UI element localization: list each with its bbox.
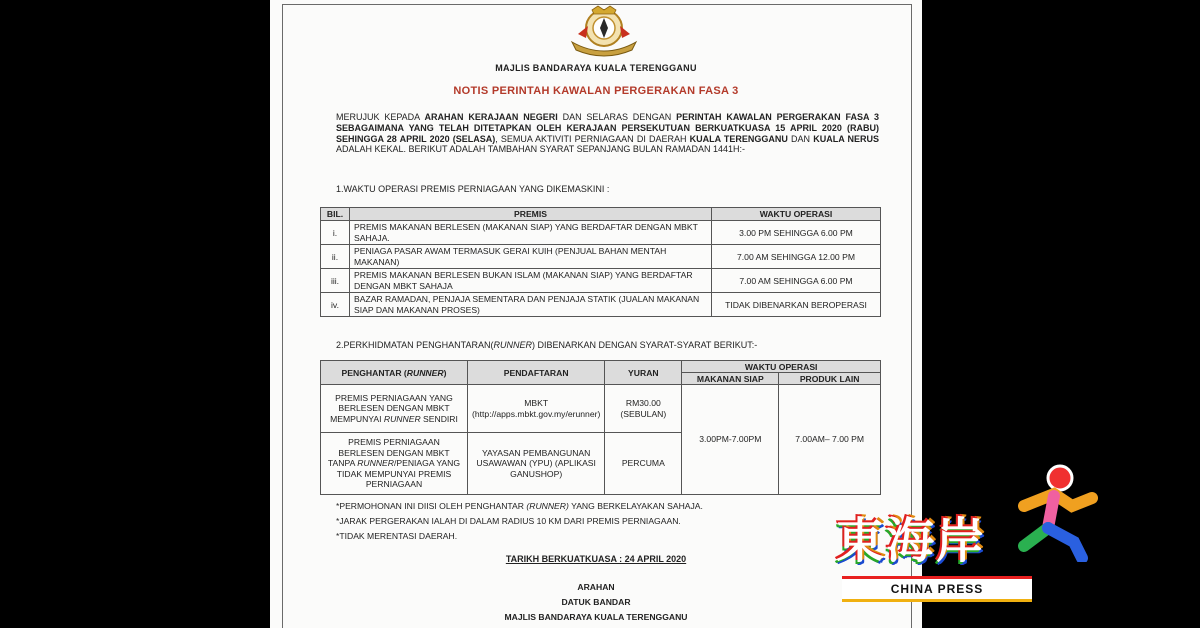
intro-bold: PERINTAH KAWALAN PERGERAKAN FASA 3 SEBAGAIMANA YANG TELAH DITETAPKAN OLEH KERAJAAN PERSEKUTUAN BERKUATKUASA 15 APRIL 2020 (RABU) SEHINGGA 28 APRIL 2020 (SELASA) [336, 112, 880, 144]
intro-paragraph [336, 112, 879, 155]
note-item: *JARAK PERGERAKAN IALAH DI DALAM RADIUS 10 KM DARI PREMIS PERNIAGAAN. [336, 516, 681, 526]
row-penghantar [321, 433, 468, 495]
note-item: *TIDAK MERENTASI DAERAH. [336, 531, 458, 541]
note-text: YANG BERKELAYAKAN SAHAJA. [568, 501, 703, 511]
logo-english-text: CHINA PRESS [842, 576, 1032, 602]
col-header-penghantar [321, 361, 468, 385]
intro-bold: KUALA TERENGGANU [689, 133, 788, 144]
col-header-waktu: WAKTU OPERASI [712, 208, 881, 221]
section1-heading: 1.WAKTU OPERASI PREMIS PERNIAGAAN YANG DIKEMASKINI : [336, 184, 610, 194]
col-header-yuran: YURAN [605, 361, 682, 385]
header-text: ) [443, 367, 447, 378]
heading-text: ) DIBENARKAN DENGAN SYARAT-SYARAT BERIKUT:- [532, 340, 758, 350]
row-waktu: TIDAK DIBENARKAN BEROPERASI [712, 293, 881, 317]
table-row [321, 245, 881, 269]
row-no: ii. [321, 245, 350, 269]
intro-bold: KUALA NERUS [813, 133, 880, 144]
heading-text: 2.PERKHIDMATAN PENGHANTARAN( [336, 340, 494, 350]
logo-chinese-text: 東海岸 [836, 513, 987, 569]
runner-table [320, 360, 881, 495]
signature-block [270, 580, 922, 625]
cell-text: SENDIRI [420, 413, 458, 424]
row-waktu: 7.00 AM SEHINGGA 12.00 PM [712, 245, 881, 269]
row-no: iii. [321, 269, 350, 293]
china-press-logo [836, 462, 1098, 610]
header-text: PENGHANTAR ( [341, 367, 407, 378]
notes-list [336, 499, 703, 544]
intro-bold: ARAHAN KERAJAAN NEGERI [424, 112, 558, 122]
col-header-produk-lain: PRODUK LAIN [779, 373, 881, 385]
row-pendaftaran: MBKT (http://apps.mbkt.gov.my/erunner) [468, 385, 605, 433]
col-header-premis: PREMIS [350, 208, 712, 221]
row-premis: PREMIS MAKANAN BERLESEN BUKAN ISLAM (MAKANAN SIAP) YANG BERDAFTAR DENGAN MBKT SAHAJA [350, 269, 712, 293]
intro-text: ADALAH KEKAL. BERIKUT ADALAH TAMBAHAN SYARAT SEPANJANG BULAN RAMADAN 1441H:- [336, 144, 745, 155]
notice-title: NOTIS PERINTAH KAWALAN PERGERAKAN FASA 3 [453, 85, 739, 97]
section2-heading [336, 340, 757, 350]
notice-document [270, 0, 922, 628]
intro-text: DAN [787, 133, 814, 144]
table-row [321, 269, 881, 293]
col-header-makanan-siap: MAKANAN SIAP [682, 373, 779, 385]
intro-text: MERUJUK KEPADA [336, 112, 425, 122]
waktu-produk-lain: 7.00AM– 7.00 PM [779, 385, 881, 495]
waktu-makanan-siap: 3.00PM-7.00PM [682, 385, 779, 495]
organization-name: MAJLIS BANDARAYA KUALA TERENGGANU [495, 63, 697, 73]
signature-line: ARAHAN [577, 582, 615, 592]
effective-date: TARIKH BERKUATKUASA : 24 APRIL 2020 [505, 554, 687, 564]
signature-line: MAJLIS BANDARAYA KUALA TERENGGANU [504, 612, 688, 622]
row-yuran: PERCUMA [605, 433, 682, 495]
note-item [336, 499, 703, 514]
row-premis: PREMIS MAKANAN BERLESEN (MAKANAN SIAP) YANG BERDAFTAR DENGAN MBKT SAHAJA. [350, 221, 712, 245]
table-row [321, 293, 881, 317]
table-row [321, 385, 881, 433]
intro-text: , SEMUA AKTIVITI PERNIAGAAN DI DAERAH [495, 133, 690, 144]
row-pendaftaran: YAYASAN PEMBANGUNAN USAWAWAN (YPU) (APLIKASI GANUSHOP) [468, 433, 605, 495]
row-penghantar [321, 385, 468, 433]
row-yuran: RM30.00 (SEBULAN) [605, 385, 682, 433]
header-italic: RUNNER [406, 367, 444, 378]
cell-italic: RUNNER [383, 413, 421, 424]
cell-text: PREMIS PERNIAGAAN BERLESEN DENGAN MBKT TANPA [327, 437, 450, 469]
cell-italic: RUNNER [357, 458, 394, 469]
signature-line: DATUK BANDAR [561, 597, 631, 607]
row-premis: BAZAR RAMADAN, PENJAJA SEMENTARA DAN PENJAJA STATIK (JUALAN MAKANAN SIAP DAN MAKANAN PROSES) [350, 293, 712, 317]
row-waktu: 3.00 PM SEHINGGA 6.00 PM [712, 221, 881, 245]
row-waktu: 7.00 AM SEHINGGA 6.00 PM [712, 269, 881, 293]
col-header-pendaftaran: PENDAFTARAN [468, 361, 605, 385]
table-row [321, 221, 881, 245]
council-crest-icon [568, 2, 640, 58]
row-no: iv. [321, 293, 350, 317]
intro-text: DAN SELARAS DENGAN [557, 112, 677, 122]
note-italic: (RUNNER) [526, 501, 569, 511]
row-no: i. [321, 221, 350, 245]
note-text: *PERMOHONAN INI DIISI OLEH PENGHANTAR [336, 501, 527, 511]
col-header-no: BIL. [321, 208, 350, 221]
col-header-waktu: WAKTU OPERASI [682, 361, 881, 373]
row-premis: PENIAGA PASAR AWAM TERMASUK GERAI KUIH (PENJUAL BAHAN MENTAH MAKANAN) [350, 245, 712, 269]
cell-text: PREMIS PERNIAGAAN YANG BERLESEN DENGAN MBKT MEMPUNYAI [330, 392, 453, 424]
operating-hours-table [320, 207, 881, 317]
heading-italic: RUNNER [493, 340, 533, 350]
cell-text: /PENIAGA YANG TIDAK MEMPUNYAI PREMIS PERNIAGAAN [336, 458, 461, 490]
